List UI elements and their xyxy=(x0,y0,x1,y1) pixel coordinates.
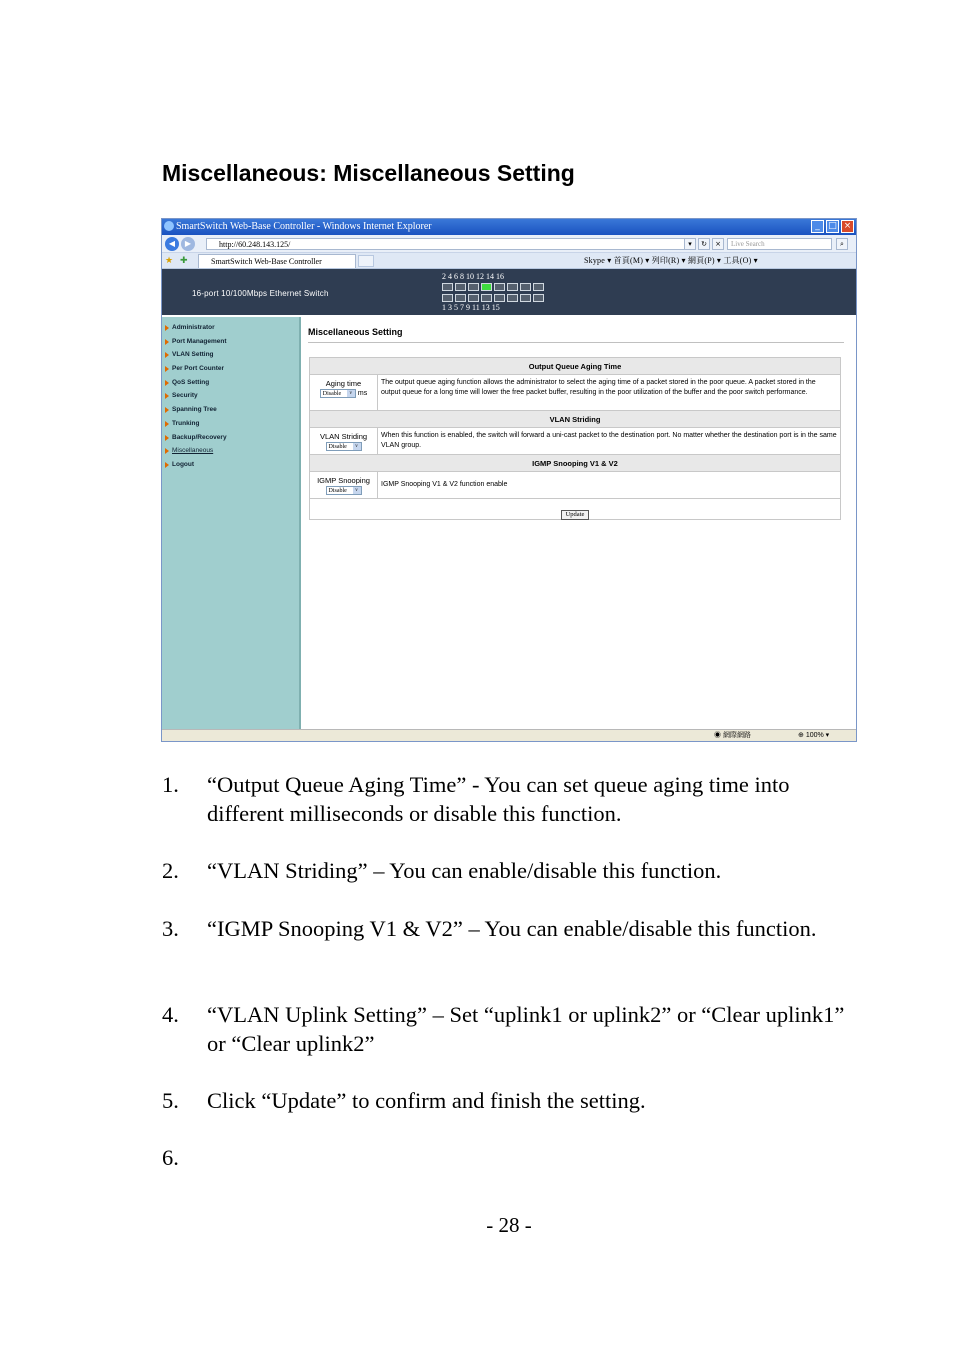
sidebar-item-miscellaneous[interactable]: Miscellaneous xyxy=(162,447,299,461)
port-5-icon xyxy=(468,294,479,302)
igmp-snooping-row xyxy=(310,472,840,499)
browser-tab[interactable]: SmartSwitch Web-Base Controller xyxy=(198,254,356,268)
aging-time-description: The output queue aging function allows the administrator to select the aging time of a packet stored in the poor queue. A packet stored in the output queue for a long time will lower the free packet buffer, resulting in the poor utilization of the buffer and the poor switch performance. xyxy=(381,379,816,396)
page-heading: Miscellaneous: Miscellaneous Setting xyxy=(162,160,575,186)
page-number: - 28 - xyxy=(486,1213,532,1237)
port-13-icon xyxy=(520,294,531,302)
settings-table xyxy=(309,357,841,520)
window-titlebar xyxy=(162,219,856,235)
update-button[interactable]: Update xyxy=(561,510,590,520)
add-favorites-icon[interactable]: ✚ xyxy=(180,255,188,265)
sidebar-item-backup-recovery[interactable]: Backup/Recovery xyxy=(162,434,299,448)
minimize-icon[interactable]: _ xyxy=(811,220,824,233)
port-labels-top: 2 4 6 8 10 12 14 16 xyxy=(442,272,504,281)
search-icon[interactable]: ⌕ xyxy=(836,238,848,250)
vlan-striding-description: When this function is enabled, the switch will forward a uni-cast packet to the destination port. No matter whether the destination port is in the same VLAN group. xyxy=(381,432,837,449)
igmp-snooping-label: IGMP Snooping xyxy=(317,476,370,485)
vlan-striding-row xyxy=(310,428,840,455)
ie-icon xyxy=(164,221,174,231)
section-header-aging: Output Queue Aging Time xyxy=(310,358,840,375)
port-14-icon xyxy=(520,283,531,291)
port-4-icon xyxy=(455,283,466,291)
section-header-vlan-striding: VLAN Striding xyxy=(310,411,840,428)
aging-time-label: Aging time xyxy=(325,379,362,388)
forward-icon[interactable]: ▶ xyxy=(181,237,195,251)
url-input[interactable]: http://60.248.143.125/ xyxy=(206,238,694,250)
port-3-icon xyxy=(455,294,466,302)
favorites-star-icon[interactable]: ★ xyxy=(165,255,174,265)
port-6-icon xyxy=(468,283,479,291)
igmp-snooping-select[interactable]: Disable v xyxy=(326,486,362,495)
close-icon[interactable]: × xyxy=(841,220,854,233)
section-header-igmp: IGMP Snooping V1 & V2 xyxy=(310,455,840,472)
switch-model: 16-port 10/100Mbps Ethernet Switch xyxy=(192,289,329,298)
port-12-icon xyxy=(507,283,518,291)
vlan-striding-select[interactable]: Disable v xyxy=(326,442,362,451)
internet-zone-label: ◉ 網際網路 xyxy=(714,732,751,739)
sidebar-item-port-management[interactable]: Port Management xyxy=(162,338,299,352)
main-panel xyxy=(308,317,853,729)
port-9-icon xyxy=(494,294,505,302)
port-row-bottom xyxy=(442,294,544,302)
port-7-icon xyxy=(481,294,492,302)
new-tab-button[interactable] xyxy=(358,255,374,267)
sidebar-item-administrator[interactable]: Administrator xyxy=(162,324,299,338)
sidebar xyxy=(162,317,301,729)
port-2-icon xyxy=(442,283,453,291)
sidebar-item-logout[interactable]: Logout xyxy=(162,461,299,475)
zoom-level[interactable]: ⊕ 100% ▾ xyxy=(798,732,830,739)
switch-header xyxy=(162,269,856,315)
port-10-icon xyxy=(494,283,505,291)
igmp-snooping-description: IGMP Snooping V1 & V2 function enable xyxy=(381,481,508,488)
sidebar-item-security[interactable]: Security xyxy=(162,392,299,406)
command-bar[interactable]: Skype ▾ 首頁(M) ▾ 列印(R) ▾ 網頁(P) ▾ 工具(O) ▾ xyxy=(584,256,758,265)
aging-time-row xyxy=(310,375,840,411)
sidebar-item-per-port-counter[interactable]: Per Port Counter xyxy=(162,365,299,379)
sidebar-item-vlan-setting[interactable]: VLAN Setting xyxy=(162,351,299,365)
sidebar-item-qos-setting[interactable]: QoS Setting xyxy=(162,379,299,393)
address-bar xyxy=(162,235,856,253)
port-15-icon xyxy=(533,294,544,302)
port-row-top xyxy=(442,283,544,291)
sidebar-item-trunking[interactable]: Trunking xyxy=(162,420,299,434)
port-labels-bottom: 1 3 5 7 9 11 13 15 xyxy=(442,303,500,312)
aging-unit-label: ms xyxy=(357,390,368,397)
vlan-striding-label: VLAN Striding xyxy=(319,432,368,441)
search-input[interactable]: Live Search xyxy=(727,238,832,250)
port-8-icon xyxy=(481,283,492,291)
port-16-icon xyxy=(533,283,544,291)
browser-screenshot xyxy=(161,218,857,742)
sidebar-item-spanning-tree[interactable]: Spanning Tree xyxy=(162,406,299,420)
port-11-icon xyxy=(507,294,518,302)
chevron-down-icon[interactable]: ▾ xyxy=(684,238,696,250)
port-1-icon xyxy=(442,294,453,302)
status-bar xyxy=(162,729,856,742)
maximize-icon[interactable]: □ xyxy=(826,220,839,233)
back-icon[interactable]: ◀ xyxy=(165,237,179,251)
refresh-icon[interactable]: ↻ xyxy=(698,238,710,250)
stop-icon[interactable]: × xyxy=(712,238,724,250)
main-title: Miscellaneous Setting xyxy=(308,327,844,343)
tab-bar xyxy=(162,253,856,269)
window-title: SmartSwitch Web-Base Controller - Windows Internet Explorer xyxy=(176,221,432,232)
aging-time-select[interactable]: Disable v xyxy=(320,389,356,398)
